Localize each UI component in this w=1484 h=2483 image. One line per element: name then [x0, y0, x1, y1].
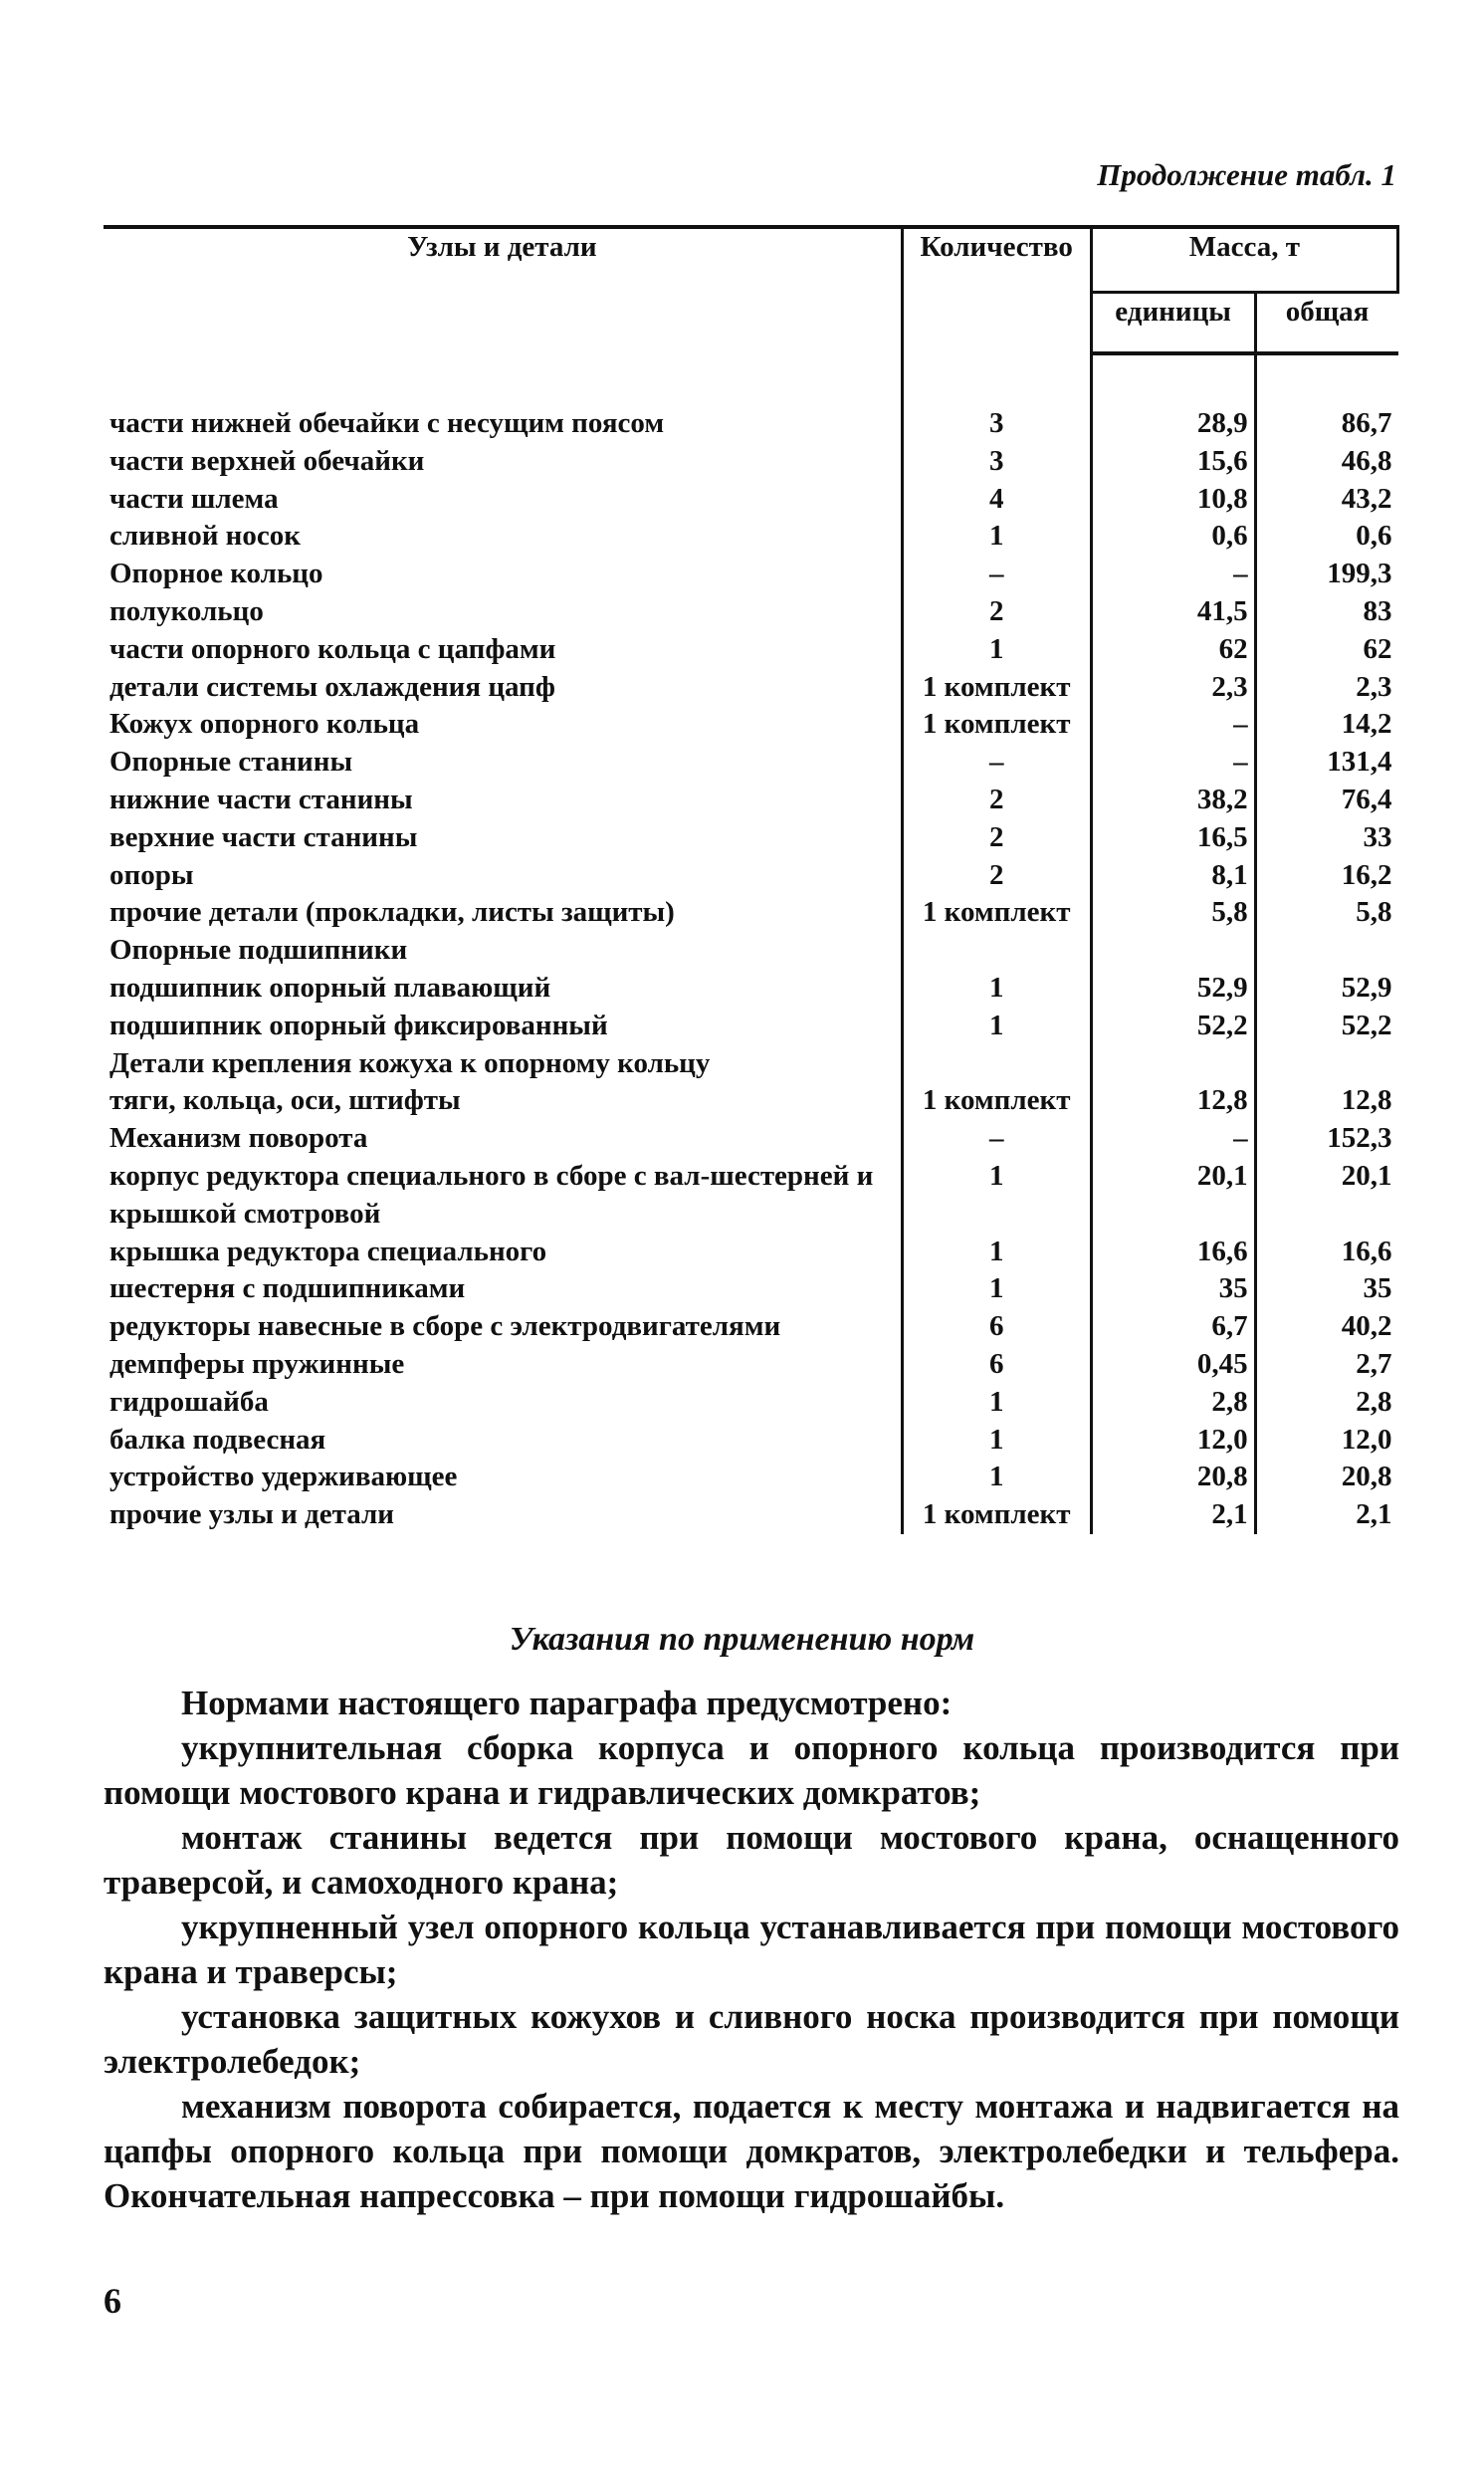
row-name: детали системы охлаждения цапф: [109, 670, 555, 703]
row-mass-unit: 52,2: [1091, 1008, 1255, 1045]
table-row: [104, 1346, 1398, 1384]
row-mass-unit: 0,6: [1091, 518, 1255, 556]
row-quantity: 6: [902, 1346, 1091, 1384]
row-quantity: 2: [902, 593, 1091, 631]
row-quantity: 1: [902, 1234, 1091, 1271]
row-mass-unit: 8,1: [1091, 857, 1255, 895]
table-row: [104, 744, 1398, 782]
row-quantity: 2: [902, 782, 1091, 819]
row-name: части шлема: [109, 482, 279, 515]
row-mass-unit: –: [1091, 706, 1255, 744]
row-quantity: 4: [902, 481, 1091, 519]
row-quantity: [902, 932, 1091, 970]
row-mass-unit: 12,0: [1091, 1422, 1255, 1460]
table-row: [104, 556, 1398, 593]
row-mass-total: 5,8: [1356, 896, 1392, 929]
row-name: балка подвесная: [109, 1423, 326, 1456]
row-name: Опорные подшипники: [109, 934, 408, 967]
row-name: части опорного кольца с цапфами: [109, 632, 556, 665]
row-mass-total: 86,7: [1341, 407, 1392, 439]
row-mass-total: 152,3: [1327, 1122, 1392, 1155]
header-mass: Масса, т: [1091, 227, 1397, 293]
row-mass-unit: –: [1091, 556, 1255, 593]
row-mass-unit: [1091, 1045, 1255, 1083]
table-row: [104, 1459, 1398, 1496]
row-mass-total: [1255, 1045, 1397, 1083]
table-row: [104, 1158, 1398, 1234]
row-quantity: 3: [902, 443, 1091, 481]
row-mass-total: 2,3: [1356, 670, 1392, 703]
row-name: устройство удерживающее: [109, 1461, 458, 1493]
row-mass-total: 16,2: [1341, 858, 1392, 891]
row-mass-unit: 2,3: [1091, 669, 1255, 707]
table-row: [104, 669, 1398, 707]
row-quantity: 1: [902, 1158, 1091, 1234]
paragraph: монтаж станины ведется при помощи мостового крана, оснащенного траверсой, и самоходного крана;: [104, 1818, 1399, 1902]
row-quantity: 1 комплект: [902, 1082, 1091, 1120]
row-quantity: 3: [902, 405, 1091, 443]
row-mass-total: 0,6: [1356, 520, 1392, 553]
table-row: [104, 631, 1398, 669]
row-mass-unit: 35: [1091, 1270, 1255, 1308]
row-name: тяги, кольца, оси, штифты: [109, 1084, 461, 1117]
row-name: прочие узлы и детали: [109, 1498, 394, 1531]
row-name: демпферы пружинные: [109, 1347, 405, 1380]
row-quantity: 1: [902, 1270, 1091, 1308]
row-quantity: [902, 1045, 1091, 1083]
table-row: [104, 706, 1398, 744]
table-row: [104, 593, 1398, 631]
row-name: Механизм поворота: [109, 1122, 368, 1155]
row-mass-unit: –: [1091, 1120, 1255, 1158]
row-mass-unit: 20,8: [1091, 1459, 1255, 1496]
row-mass-unit: 6,7: [1091, 1308, 1255, 1346]
table-row: [104, 970, 1398, 1008]
row-name: Опорные станины: [109, 746, 353, 779]
row-quantity: 1: [902, 970, 1091, 1008]
table-row: [104, 1308, 1398, 1346]
row-quantity: –: [902, 1120, 1091, 1158]
row-mass-unit: –: [1091, 744, 1255, 782]
row-name: Опорное кольцо: [109, 558, 323, 590]
row-mass-unit: 20,1: [1091, 1158, 1255, 1234]
table-row: [104, 405, 1398, 443]
row-mass-total: 12,8: [1341, 1084, 1392, 1117]
row-quantity: –: [902, 744, 1091, 782]
row-name: части нижней обечайки с несущим поясом: [109, 407, 665, 439]
table-row: [104, 782, 1398, 819]
row-mass-total: 16,6: [1341, 1235, 1392, 1267]
paragraph: укрупненный узел опорного кольца устанавливается при помощи мостового крана и траверсы;: [104, 1908, 1399, 1991]
row-mass-unit: 10,8: [1091, 481, 1255, 519]
table-row: [104, 1422, 1398, 1460]
row-quantity: 6: [902, 1308, 1091, 1346]
row-mass-unit: 2,1: [1091, 1496, 1255, 1534]
row-mass-total: 46,8: [1341, 444, 1392, 477]
row-mass-unit: 16,6: [1091, 1234, 1255, 1271]
row-mass-unit: 0,45: [1091, 1346, 1255, 1384]
table-row: [104, 1045, 1398, 1083]
row-mass-unit: 12,8: [1091, 1082, 1255, 1120]
row-mass-total: 43,2: [1341, 482, 1392, 515]
table-row: [104, 1082, 1398, 1120]
table-row: [104, 932, 1398, 970]
row-mass-total: 52,2: [1341, 1009, 1392, 1041]
section-title: Указания по применению норм: [509, 1621, 975, 1658]
row-quantity: 1 комплект: [902, 894, 1091, 932]
row-quantity: 1 комплект: [902, 1496, 1091, 1534]
row-mass-unit: 15,6: [1091, 443, 1255, 481]
row-mass-total: 2,1: [1356, 1498, 1392, 1531]
row-mass-unit: [1091, 932, 1255, 970]
row-name: гидрошайба: [109, 1385, 269, 1418]
table-row: [104, 819, 1398, 857]
row-mass-total: 40,2: [1341, 1310, 1392, 1343]
row-quantity: 2: [902, 819, 1091, 857]
table-row: [104, 1120, 1398, 1158]
row-quantity: 2: [902, 857, 1091, 895]
row-name: подшипник опорный фиксированный: [109, 1009, 608, 1041]
row-name: подшипник опорный плавающий: [109, 971, 551, 1004]
table-row: [104, 1008, 1398, 1045]
row-name: нижние части станины: [109, 783, 413, 815]
table-row: [104, 1496, 1398, 1534]
row-mass-total: 83: [1363, 594, 1392, 627]
row-mass-total: 12,0: [1341, 1423, 1392, 1456]
row-name: опоры: [109, 858, 194, 891]
row-mass-unit: 41,5: [1091, 593, 1255, 631]
paragraph: Нормами настоящего параграфа предусмотрено:: [181, 1684, 953, 1722]
table-row: [104, 518, 1398, 556]
parts-mass-table: [104, 225, 1399, 1534]
row-mass-total: 2,7: [1356, 1347, 1392, 1380]
row-mass-unit: 52,9: [1091, 970, 1255, 1008]
row-mass-unit: 28,9: [1091, 405, 1255, 443]
paragraph: установка защитных кожухов и сливного носка производится при помощи электролебедок;: [104, 1997, 1399, 2081]
row-name: редукторы навесные в сборе с электродвигателями: [109, 1310, 781, 1343]
row-mass-total: 20,8: [1341, 1461, 1392, 1493]
row-quantity: 1 комплект: [902, 706, 1091, 744]
row-name: крышка редуктора специального: [109, 1235, 547, 1267]
row-quantity: 1: [902, 631, 1091, 669]
row-mass-total: 62: [1363, 632, 1392, 665]
row-mass-total: 52,9: [1341, 971, 1392, 1004]
table-continuation-label: Продолжение табл. 1: [1097, 157, 1396, 192]
row-mass-total: 20,1: [1341, 1159, 1392, 1192]
row-mass-total: 199,3: [1327, 558, 1392, 590]
instructions-text: [104, 1681, 1399, 2218]
row-name: части верхней обечайки: [109, 444, 425, 477]
table-row: [104, 1234, 1398, 1271]
header-quantity: Количество: [902, 227, 1091, 353]
row-name: шестерня с подшипниками: [109, 1272, 466, 1305]
row-quantity: 1: [902, 1008, 1091, 1045]
row-mass-unit: 62: [1091, 631, 1255, 669]
row-quantity: 1: [902, 1422, 1091, 1460]
row-quantity: –: [902, 556, 1091, 593]
row-mass-total: 14,2: [1341, 708, 1392, 741]
paragraph: механизм поворота собирается, подается к месту монтажа и надвигается на цапфы опорного кольца при помощи домкратов, электролебедки и тельфера. Окончательная напрессовка – при помощи гидрошайбы.: [104, 2087, 1399, 2215]
row-name: корпус редуктора специального в сборе с вал-шестерней и крышкой смотровой: [109, 1159, 874, 1230]
table-row: [104, 481, 1398, 519]
row-quantity: 1: [902, 518, 1091, 556]
table-row: [104, 857, 1398, 895]
row-mass-total: 33: [1363, 820, 1392, 853]
row-mass-unit: 2,8: [1091, 1384, 1255, 1422]
row-name: верхние части станины: [109, 820, 418, 853]
header-name: Узлы и детали: [104, 227, 902, 353]
header-mass-unit: единицы: [1091, 293, 1255, 354]
row-quantity: 1 комплект: [902, 669, 1091, 707]
row-mass-total: 131,4: [1327, 746, 1392, 779]
header-mass-total: общая: [1255, 293, 1397, 354]
row-name: Детали крепления кожуха к опорному кольцу: [109, 1046, 711, 1079]
row-name: полукольцо: [109, 594, 264, 627]
row-quantity: 1: [902, 1384, 1091, 1422]
row-mass-total: 76,4: [1341, 783, 1392, 815]
table-row: [104, 443, 1398, 481]
page-number: 6: [104, 2281, 121, 2321]
row-name: Кожух опорного кольца: [109, 708, 420, 741]
row-mass-unit: 16,5: [1091, 819, 1255, 857]
row-mass-unit: 5,8: [1091, 894, 1255, 932]
row-mass-total: 2,8: [1356, 1385, 1392, 1418]
row-mass-total: 35: [1363, 1272, 1392, 1305]
table-row: [104, 894, 1398, 932]
paragraph: укрупнительная сборка корпуса и опорного кольца производится при помощи мостового крана и гидравлических домкратов;: [104, 1728, 1399, 1812]
row-name: прочие детали (прокладки, листы защиты): [109, 896, 675, 929]
row-name: сливной носок: [109, 520, 301, 553]
row-mass-unit: 38,2: [1091, 782, 1255, 819]
table-row: [104, 1384, 1398, 1422]
row-quantity: 1: [902, 1459, 1091, 1496]
table-row: [104, 1270, 1398, 1308]
row-mass-total: [1255, 932, 1397, 970]
